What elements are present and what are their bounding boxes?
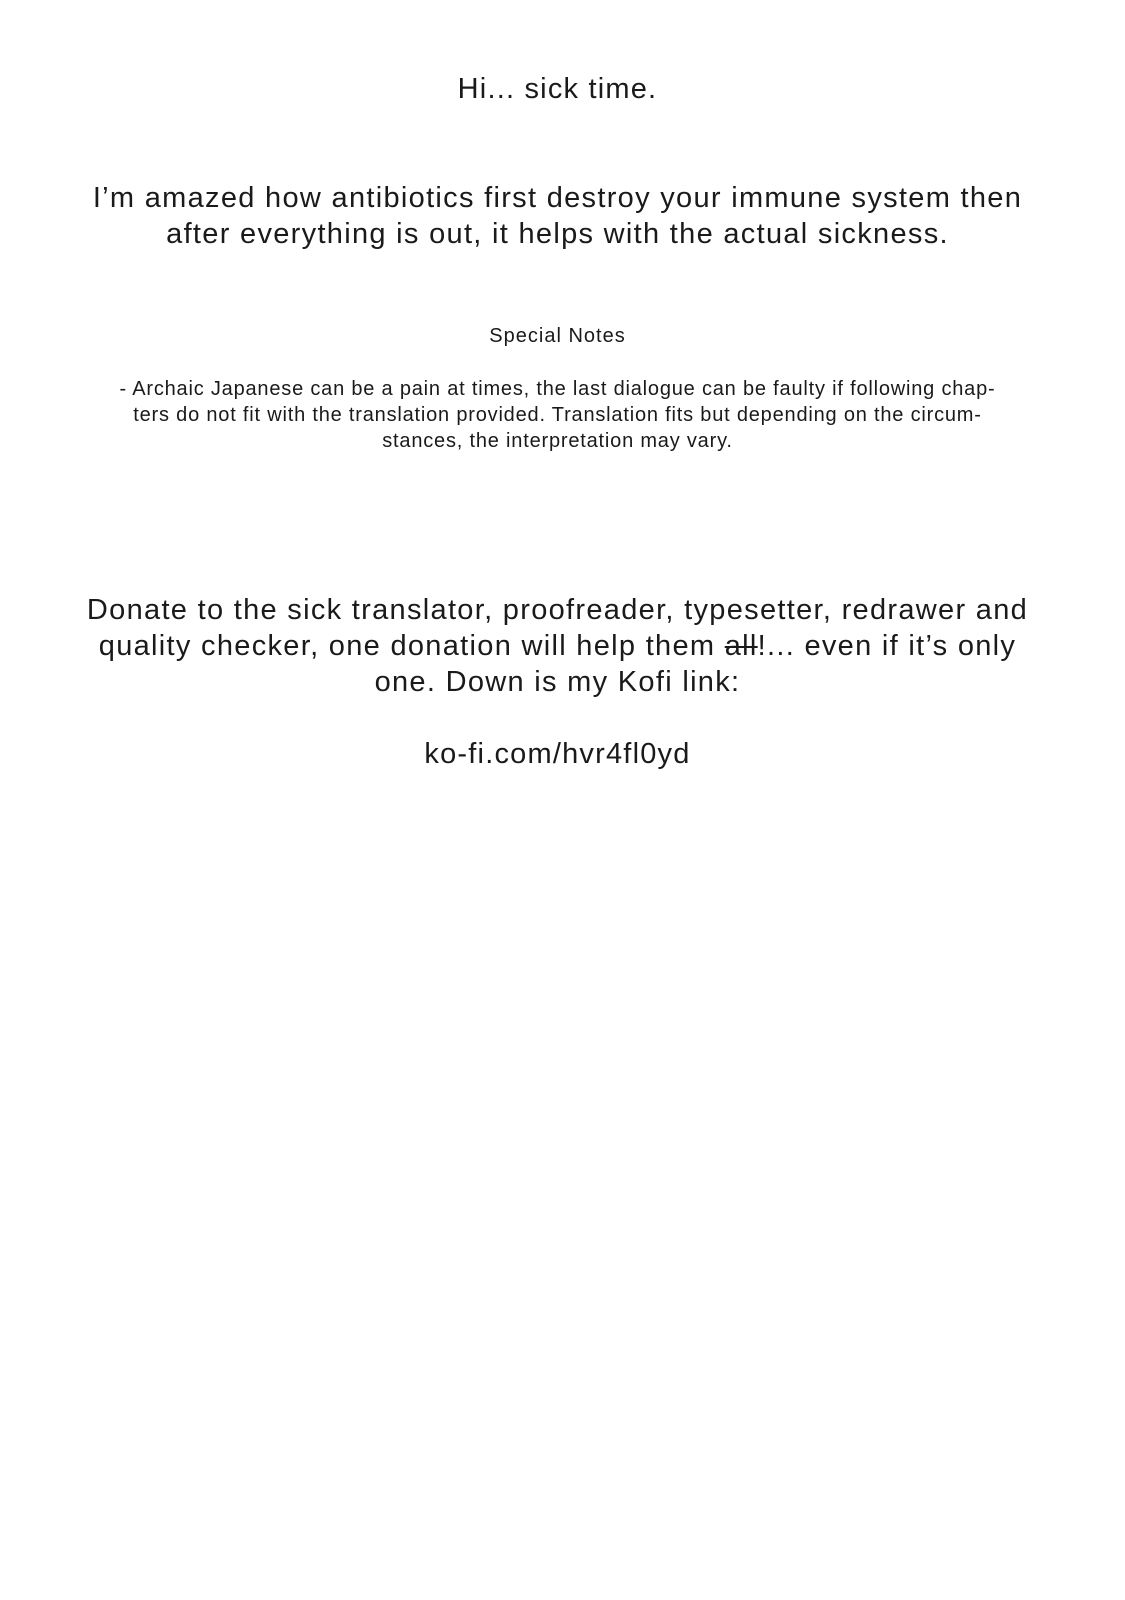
- special-notes-line-1: - Archaic Japanese can be a pain at times, the last dialogue can be faulty if following chap-: [119, 378, 996, 400]
- donate-line-3: one. Down is my Kofi link:: [374, 666, 741, 698]
- special-notes-line-3: stances, the interpretation may vary.: [382, 430, 733, 452]
- antibiotics-line-2: after everything is out, it helps with the actual sickness.: [166, 218, 949, 250]
- donate-line-2-end: !... even if it’s only: [757, 630, 1017, 662]
- kofi-link: ko-fi.com/hvr4fl0yd: [424, 738, 691, 770]
- struck-word: all: [724, 630, 758, 662]
- donate-line-2-start: quality checker, one donation will help them: [98, 630, 725, 662]
- special-notes-body: [50, 376, 1065, 454]
- donate-line-2: [99, 630, 1016, 662]
- donate-line-1: Donate to the sick translator, proofreader, typesetter, redrawer and: [86, 594, 1029, 626]
- donate-paragraph: [50, 592, 1065, 700]
- special-notes-line-2: ters do not fit with the translation provided. Translation fits but depending on the circum-: [133, 404, 982, 426]
- greeting-text: Hi... sick time.: [457, 73, 658, 105]
- special-notes-title: Special Notes: [489, 325, 626, 347]
- antibiotics-line-1: I’m amazed how antibiotics first destroy your immune system then: [92, 182, 1023, 214]
- antibiotics-paragraph: [50, 180, 1065, 252]
